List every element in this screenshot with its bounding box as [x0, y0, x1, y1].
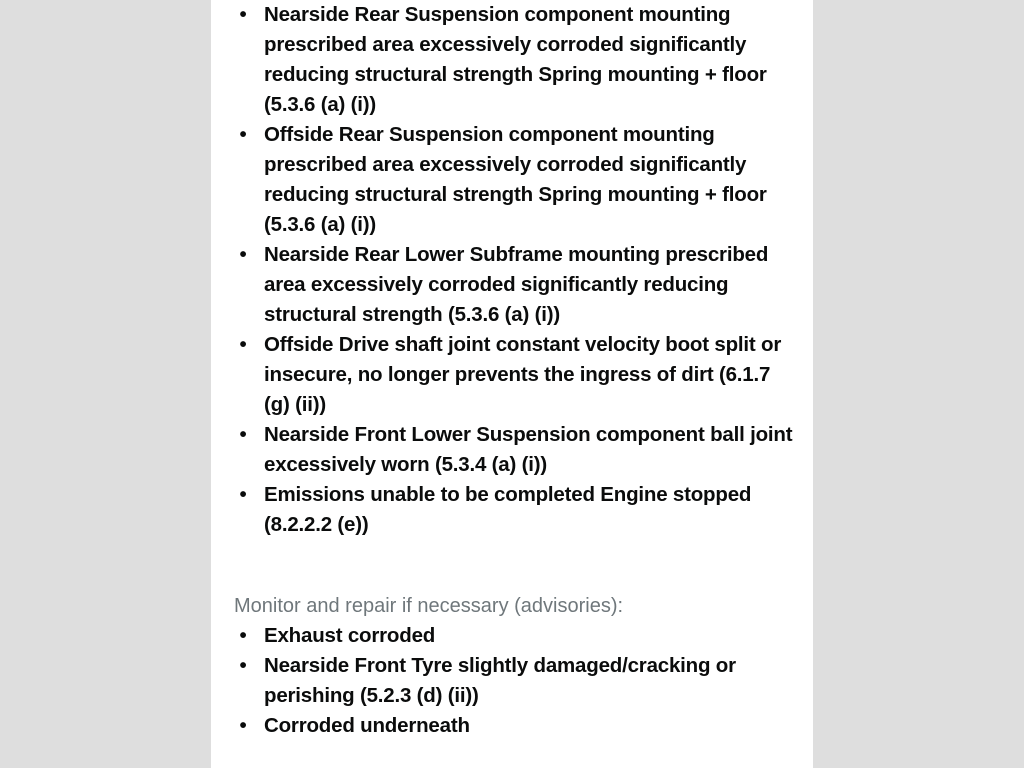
- defect-text: Offside Rear Suspension component mounting prescribed area excessively corroded significantly reducing structural strength Spring mounting + floor (5.3.6 (a) (i)): [264, 123, 767, 236]
- defect-text: Emissions unable to be completed Engine stopped (8.2.2.2 (e)): [264, 483, 752, 536]
- document-page: [211, 0, 813, 768]
- advisory-text: Nearside Front Tyre slightly damaged/cracking or perishing (5.2.3 (d) (ii)): [264, 654, 736, 707]
- advisory-text: Corroded underneath: [264, 714, 470, 737]
- defects-list: [211, 0, 813, 540]
- advisory-text: Exhaust corroded: [264, 624, 436, 647]
- list-item: [211, 480, 813, 540]
- defect-text: Nearside Front Lower Suspension component ball joint excessively worn (5.3.4 (a) (i)): [264, 423, 793, 476]
- list-item: [211, 240, 813, 330]
- list-item: [211, 420, 813, 480]
- bullet-icon: •: [239, 3, 247, 26]
- bullet-icon: •: [239, 423, 247, 446]
- list-item: [211, 120, 813, 240]
- bullet-icon: •: [239, 123, 247, 146]
- bullet-icon: •: [239, 654, 247, 677]
- list-item: [211, 621, 813, 651]
- defect-text: Nearside Rear Lower Subframe mounting prescribed area excessively corroded significantly reducing structural strength (5.3.6 (a) (i)): [264, 243, 769, 326]
- bullet-icon: •: [239, 483, 247, 506]
- advisories-heading: Monitor and repair if necessary (advisories):: [234, 595, 624, 617]
- bullet-icon: •: [239, 333, 247, 356]
- bullet-icon: •: [239, 624, 247, 647]
- list-item: [211, 0, 813, 120]
- bullet-icon: •: [239, 714, 247, 737]
- list-item: [211, 711, 813, 741]
- list-item: [211, 651, 813, 711]
- defect-text: Offside Drive shaft joint constant velocity boot split or insecure, no longer prevents the ingress of dirt (6.1.7 (g) (ii)): [264, 333, 782, 416]
- defect-text: Nearside Rear Suspension component mounting prescribed area excessively corroded significantly reducing structural strength Spring mounting + floor (5.3.6 (a) (i)): [264, 3, 767, 116]
- advisories-list: [211, 621, 813, 741]
- bullet-icon: •: [239, 243, 247, 266]
- list-item: [211, 330, 813, 420]
